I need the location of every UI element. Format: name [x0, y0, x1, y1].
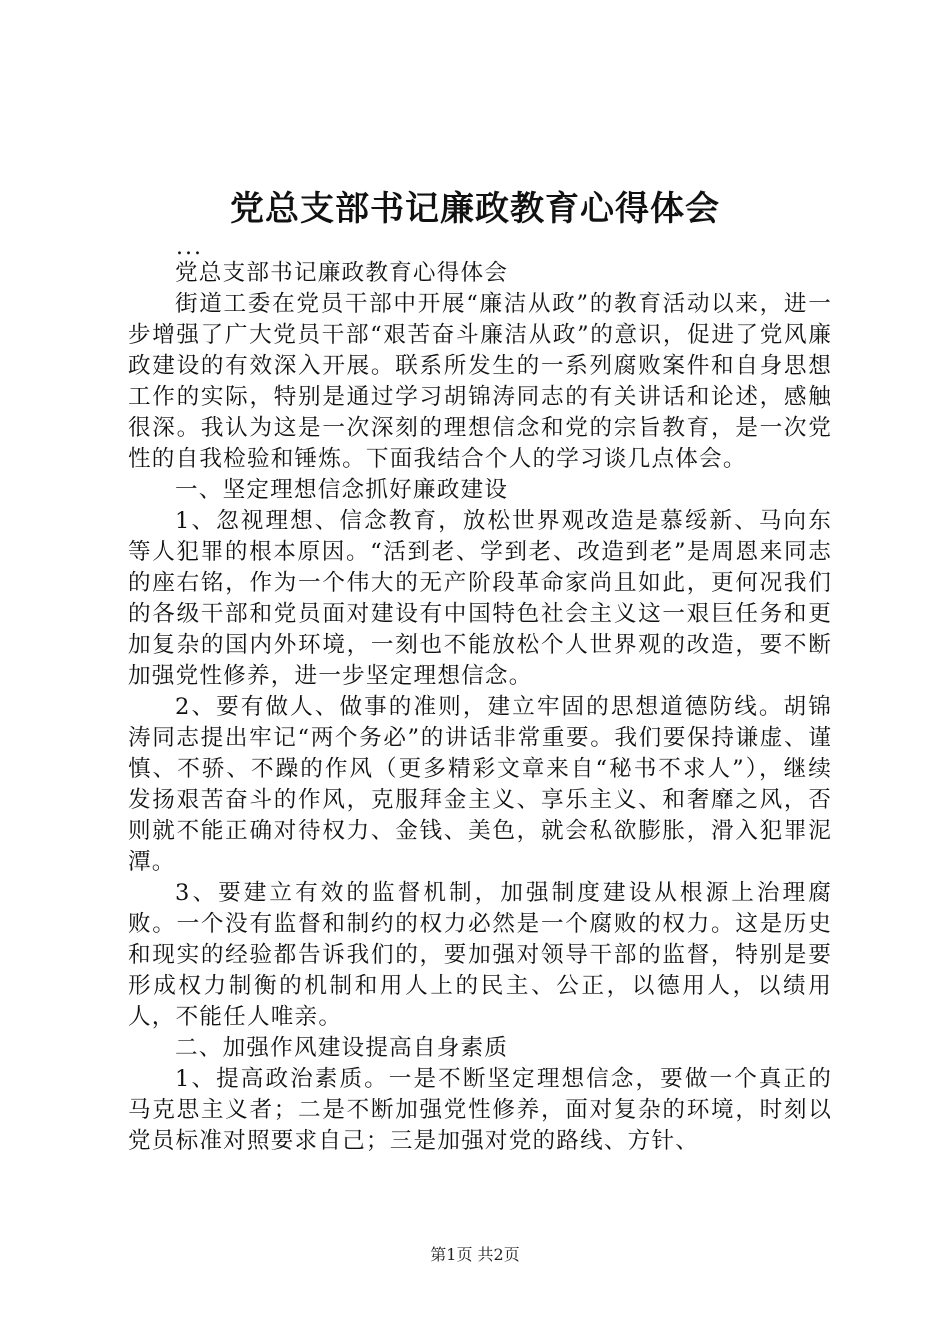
page-number-footer: 第1页 共2页 [430, 1245, 520, 1264]
section-heading-1: 一、坚定理想信念抓好廉政建设 [175, 477, 509, 503]
body-paragraph: 1、提高政治素质。一是不断坚定理想信念，要做一个真正的马克思主义者；二是不断加强党性修养，面对复杂的环境，时刻以党员标准对照要求自己；三是加强对党的路线、方针、 [128, 1066, 832, 1154]
ellipsis-marker: ... [176, 235, 203, 260]
body-paragraph: 2、要有做人、做事的准则，建立牢固的思想道德防线。胡锦涛同志提出牢记“两个务必”的讲话非常重要。我们要保持谦虚、谨慎、不骄、不躁的作风（更多精彩文章来自“秘书不求人”），继续发扬艰苦奋斗的作风，克服拜金主义、享乐主义、和奢靡之风，否则就不能正确对待权力、金钱、美色，就会私欲膨胀，滑入犯罪泥潭。 [128, 694, 832, 875]
section-heading-2: 二、加强作风建设提高自身素质 [175, 1035, 509, 1061]
body-paragraph: 3、要建立有效的监督机制，加强制度建设从根源上治理腐败。一个没有监督和制约的权力必然是一个腐败的权力。这是历史和现实的经验都告诉我们的，要加强对领导干部的监督，特别是要形成权力制衡的机制和用人上的民主、公正，以德用人，以绩用人，不能任人唯亲。 [128, 880, 832, 1030]
document-body [128, 235, 832, 1157]
subtitle-paragraph: 党总支部书记廉政教育心得体会 [175, 260, 509, 286]
document-title: 党总支部书记廉政教育心得体会 [230, 189, 720, 229]
body-paragraph: 1、忽视理想、信念教育，放松世界观改造是慕绥新、马向东等人犯罪的根本原因。“活到老、学到老、改造到老”是周恩来同志的座右铭，作为一个伟大的无产阶段革命家尚且如此，更何况我们的各级干部和党员面对建设有中国特色社会主义这一艰巨任务和更加复杂的国内外环境，一刻也不能放松个人世界观的改造，要不断加强党性修养，进一步坚定理想信念。 [128, 508, 832, 689]
intro-paragraph: 街道工委在党员干部中开展“廉洁从政”的教育活动以来，进一步增强了广大党员干部“艰苦奋斗廉洁从政”的意识，促进了党风廉政建设的有效深入开展。联系所发生的一系列腐败案件和自身思想工作的实际，特别是通过学习胡锦涛同志的有关讲话和论述，感触很深。我认为这是一次深刻的理想信念和党的宗旨教育，是一次党性的自我检验和锤炼。下面我结合个人的学习谈几点体会。 [128, 291, 832, 472]
